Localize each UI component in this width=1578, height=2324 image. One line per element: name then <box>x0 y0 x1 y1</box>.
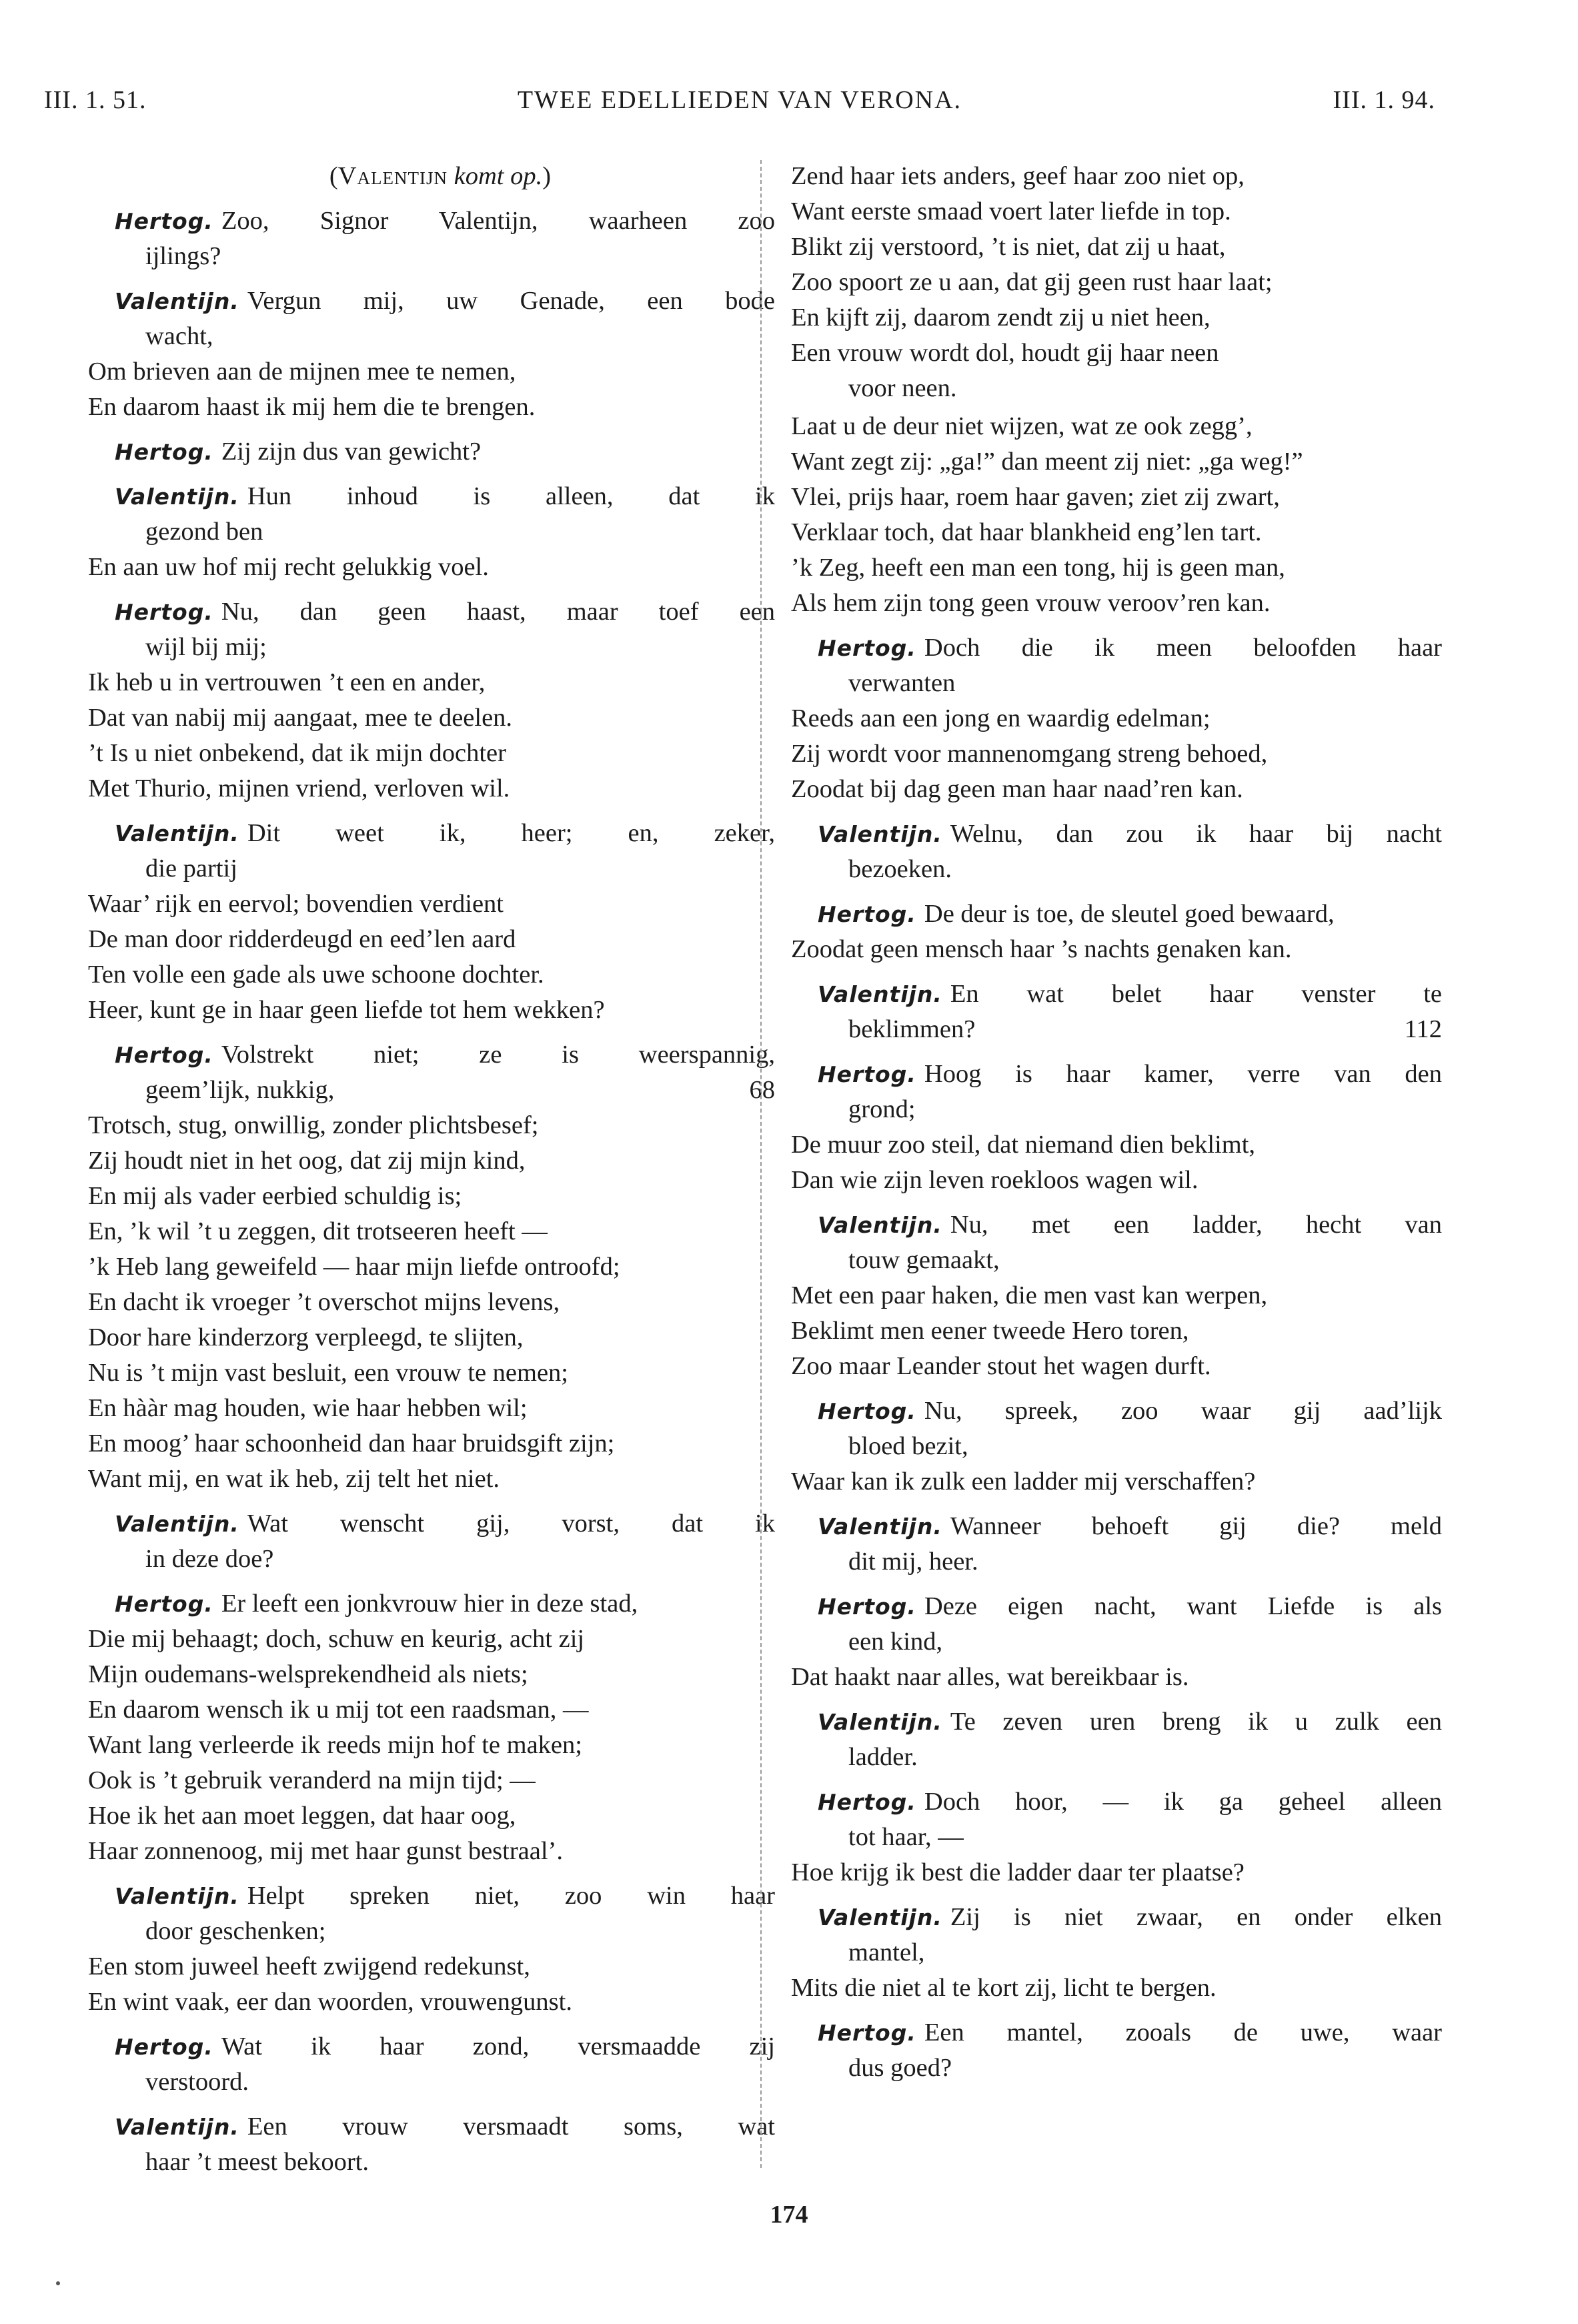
verse-line: Dat van nabij mij aangaat, mee te deelen. <box>88 704 513 732</box>
speech-first-line <box>782 2015 1442 2051</box>
verse-line: Want mij, en wat ik heb, zij telt het niet. <box>88 1465 500 1493</box>
header-title: TWEE EDELLIEDEN VAN VERONA. <box>517 86 962 114</box>
verse-line: Want eerste smaad voert later liefde in top. <box>791 197 1231 225</box>
page-number: 174 <box>770 2201 808 2229</box>
speech-text: dit mij, heer. <box>848 1548 978 1576</box>
speech <box>782 1057 1442 1198</box>
verse-line: ’k Zeg, heeft een man een tong, hij is geen man, <box>791 554 1285 582</box>
speaker-name: Hertog. <box>818 2020 916 2046</box>
speech-text: Nu, dan geen haast, maar toef een <box>221 598 775 626</box>
line-number: 112 <box>1404 1015 1442 1043</box>
speech-first-line <box>79 434 775 470</box>
speech-first-line <box>782 1704 1442 1740</box>
speech-text: Deze eigen nacht, want Liefde is als <box>924 1592 1442 1620</box>
speech <box>782 1207 1442 1384</box>
speaker-name: Valentijn. <box>115 820 239 846</box>
speech <box>79 2109 775 2180</box>
verse-line: Haar zonnenoog, mij met haar gunst bestraal’. <box>88 1837 564 1865</box>
verse-line: En daarom haast ik mij hem die te brengen. <box>88 393 536 421</box>
speech-first-line <box>79 203 775 239</box>
speech <box>782 159 1442 621</box>
speech <box>79 816 775 1028</box>
speech-continuation-line <box>79 2145 775 2180</box>
speech-continuation-line <box>782 1740 1442 1775</box>
verse-line: Hoe krijg ik best die ladder daar ter plaatse? <box>791 1858 1245 1886</box>
speech-text: Een mantel, zooals de uwe, waar <box>924 2018 1442 2047</box>
right-speeches <box>782 159 1442 2086</box>
header-left-reference: III. 1. 51. <box>44 86 147 114</box>
page-speck <box>56 2281 60 2285</box>
verse-line: Reeds aan een jong en waardig edelman; <box>791 704 1211 732</box>
speech-text: grond; <box>848 1095 916 1123</box>
speech-continuation-line <box>782 852 1442 887</box>
stage-direction-name: Valentijn <box>337 162 448 190</box>
speech <box>79 203 775 274</box>
speech-text: bezoeken. <box>848 855 952 883</box>
speech-text: Wat wenscht gij, vorst, dat ik <box>247 1510 775 1538</box>
speech-text: in deze doe? <box>145 1545 274 1573</box>
speech-text: Nu, met een ladder, hecht van <box>950 1211 1442 1239</box>
speech-text: door geschenken; <box>145 1917 326 1945</box>
speech-text: Te zeven uren breng ik u zulk een <box>950 1708 1442 1736</box>
verse-line: Dat haakt naar alles, wat bereikbaar is. <box>791 1663 1189 1691</box>
speaker-name: Hertog. <box>115 439 213 465</box>
verse-line: Waar’ rijk en eervol; bovendien verdient <box>88 890 504 918</box>
verse-line: En dacht ik vroeger ’t overschot mijns levens, <box>88 1288 560 1316</box>
speech <box>782 1509 1442 1580</box>
verse-line: Ten volle een gade als uwe schoone dochter. <box>88 961 544 989</box>
speech-text: Volstrekt niet; ze is weerspannig, <box>221 1041 775 1069</box>
speech-continuation-line <box>79 1073 775 1108</box>
speech-text: Hoog is haar kamer, verre van den <box>924 1060 1442 1088</box>
speech-continuation-line <box>79 239 775 274</box>
speaker-name: Hertog. <box>818 635 916 661</box>
speech <box>782 816 1442 887</box>
verse-line: Beklimt men eener tweede Hero toren, <box>791 1317 1189 1345</box>
speech-first-line <box>79 1037 775 1073</box>
line-number: 68 <box>749 1076 775 1104</box>
speech <box>782 1704 1442 1775</box>
speech-first-line <box>782 1784 1442 1820</box>
speech-text: En wat belet haar venster te <box>950 980 1442 1008</box>
speech-first-line <box>79 479 775 514</box>
speech-continuation-line <box>782 1429 1442 1464</box>
speaker-name: Hertog. <box>818 1398 916 1424</box>
speech-continuation-line <box>79 514 775 550</box>
speech-first-line <box>782 1589 1442 1624</box>
speech-continuation-line <box>79 1914 775 1949</box>
left-column <box>79 159 775 2180</box>
verse-line: Een vrouw wordt dol, houdt gij haar neen <box>791 339 1219 367</box>
speech-continuation-line: voor neen. <box>848 374 957 402</box>
speech-first-line <box>782 1207 1442 1243</box>
verse-line: Zend haar iets anders, geef haar zoo niet op, <box>791 162 1245 190</box>
speech <box>782 1393 1442 1500</box>
speech-continuation-line <box>79 851 775 887</box>
speech <box>79 594 775 806</box>
speech-continuation-line <box>782 1092 1442 1127</box>
verse-line: En hààr mag houden, wie haar hebben wil; <box>88 1394 528 1422</box>
speaker-name: Valentijn. <box>818 1709 942 1735</box>
speech <box>79 1586 775 1869</box>
speech-text: wijl bij mij; <box>145 633 267 661</box>
speaker-name: Hertog. <box>115 1591 213 1617</box>
verse-line: En kijft zij, daarom zendt zij u niet heen, <box>791 304 1211 332</box>
speaker-name: Valentijn. <box>115 288 239 314</box>
speech-text: gezond ben <box>145 518 263 546</box>
verse-line: ’k Heb lang geweifeld — haar mijn liefde ontroofd; <box>88 1253 620 1281</box>
speech <box>782 1784 1442 1890</box>
speech-continuation-line <box>79 630 775 665</box>
verse-line: Laat u de deur niet wijzen, wat ze ook zegg’, <box>791 412 1253 440</box>
speech-continuation-line <box>782 1820 1442 1855</box>
speaker-name: Hertog. <box>818 1061 916 1087</box>
speech-continuation-line <box>782 1544 1442 1580</box>
speech-first-line <box>79 1878 775 1914</box>
speech <box>782 630 1442 807</box>
speech-continuation-line <box>782 666 1442 701</box>
stage-direction: (Valentijn komt op.) <box>329 162 552 190</box>
speech-first-line <box>782 1057 1442 1092</box>
speech-first-line <box>79 2029 775 2065</box>
speaker-name: Hertog. <box>115 208 213 234</box>
speaker-name: Hertog. <box>818 1594 916 1620</box>
speech-text: dus goed? <box>848 2054 952 2082</box>
speech-text: geem’lijk, nukkig, <box>145 1076 335 1104</box>
speech-text: haar ’t meest bekoort. <box>145 2148 369 2176</box>
verse-line: Blikt zij verstoord, ’t is niet, dat zij u haat, <box>791 233 1226 261</box>
speech-text: verstoord. <box>145 2068 249 2096</box>
speaker-name: Valentijn. <box>115 484 239 510</box>
verse-line: Waar kan ik zulk een ladder mij verschaffen? <box>791 1468 1256 1496</box>
speech-first-line <box>782 630 1442 666</box>
speech-continuation-line <box>782 1012 1442 1047</box>
speech-continuation-line <box>782 1935 1442 1970</box>
speech-text: Een vrouw versmaadt soms, wat <box>247 2113 775 2141</box>
verse-line: En aan uw hof mij recht gelukkig voel. <box>88 553 489 581</box>
speech-first-line <box>782 897 1442 932</box>
speaker-name: Hertog. <box>115 1042 213 1068</box>
speech <box>79 479 775 585</box>
speech-first-line <box>782 816 1442 852</box>
speech-continuation-line <box>79 1542 775 1577</box>
speech-first-line <box>79 594 775 630</box>
verse-line: Door hare kinderzorg verpleegd, te slijten, <box>88 1323 524 1351</box>
speaker-name: Hertog. <box>818 1789 916 1815</box>
speech-text: Zij is niet zwaar, en onder elken <box>950 1903 1442 1931</box>
verse-line: Zoodat bij dag geen man haar naad’ren kan. <box>791 775 1243 803</box>
verse-line: Dan wie zijn leven roekloos wagen wil. <box>791 1166 1199 1194</box>
speech-text: Doch hoor, — ik ga geheel alleen <box>924 1788 1442 1816</box>
speech <box>79 1037 775 1497</box>
verse-line: Met Thurio, mijnen vriend, verloven wil. <box>88 774 510 802</box>
speech-text: Hun inhoud is alleen, dat ik <box>247 482 775 510</box>
verse-line: Hoe ik het aan moet leggen, dat haar oog, <box>88 1802 516 1830</box>
speech-text: Er leeft een jonkvrouw hier in deze stad, <box>221 1590 638 1618</box>
speaker-name: Valentijn. <box>818 981 942 1007</box>
speech-first-line <box>782 1393 1442 1429</box>
verse-line: Die mij behaagt; doch, schuw en keurig, acht zij <box>88 1625 585 1653</box>
speech-text: verwanten <box>848 669 956 697</box>
speech-text: tot haar, — <box>848 1823 964 1851</box>
right-column <box>782 159 1442 2086</box>
speech-text: Vergun mij, uw Genade, een bode <box>247 287 775 315</box>
speech <box>782 1589 1442 1695</box>
speech-text: Helpt spreken niet, zoo win haar <box>247 1882 775 1910</box>
speech <box>782 1900 1442 2006</box>
speech-first-line <box>782 977 1442 1012</box>
speech-first-line <box>79 816 775 851</box>
speech-first-line <box>79 283 775 319</box>
speech <box>79 434 775 470</box>
speech-text: Zij zijn dus van gewicht? <box>221 438 482 466</box>
speech-text: bloed bezit, <box>848 1432 968 1460</box>
verse-line: Heer, kunt ge in haar geen liefde tot hem wekken? <box>88 996 605 1024</box>
verse-line: Ook is ’t gebruik veranderd na mijn tijd; — <box>88 1766 536 1794</box>
speaker-name: Hertog. <box>115 2034 213 2060</box>
speech <box>79 283 775 425</box>
speaker-name: Valentijn. <box>818 1904 942 1930</box>
verse-line: Mits die niet al te kort zij, licht te bergen. <box>791 1974 1217 2002</box>
verse-line: Vlei, prijs haar, roem haar gaven; ziet zij zwart, <box>791 483 1280 511</box>
verse-line: Zij wordt voor mannenomgang streng behoed, <box>791 740 1268 768</box>
left-speeches <box>79 203 775 2180</box>
verse-line: Om brieven aan de mijnen mee te nemen, <box>88 358 516 386</box>
speech-text: Doch die ik meen beloofden haar <box>924 634 1442 662</box>
verse-line: Verklaar toch, dat haar blankheid eng’len tart. <box>791 518 1262 546</box>
speech-continuation-line <box>79 319 775 354</box>
speech-text: Nu, spreek, zoo waar gij aad’lijk <box>924 1397 1442 1425</box>
verse-line: Trotsch, stug, onwillig, zonder plichtsbesef; <box>88 1111 539 1139</box>
speech-text: ladder. <box>848 1743 918 1771</box>
speech <box>782 897 1442 967</box>
speech-continuation-line <box>782 1243 1442 1278</box>
speech-first-line <box>782 1900 1442 1935</box>
speech-first-line <box>782 1509 1442 1544</box>
speaker-name: Valentijn. <box>818 1212 942 1238</box>
verse-line: En moog’ haar schoonheid dan haar bruidsgift zijn; <box>88 1429 615 1458</box>
speech <box>79 1878 775 2020</box>
verse-line: Zoodat geen mensch haar ’s nachts genaken kan. <box>791 935 1292 963</box>
speech <box>782 2015 1442 2086</box>
verse-line: Want zegt zij: „ga!” dan meent zij niet: „ga weg!” <box>791 448 1303 476</box>
speech-continuation-line <box>782 2051 1442 2086</box>
speech-text: mantel, <box>848 1938 925 1966</box>
speech <box>782 977 1442 1047</box>
speech-text: De deur is toe, de sleutel goed bewaard, <box>924 900 1335 928</box>
verse-line: En, ’k wil ’t u zeggen, dit trotseeren heeft — <box>88 1217 548 1245</box>
verse-line: Als hem zijn tong geen vrouw veroov’ren kan. <box>791 589 1271 617</box>
speech-text: Welnu, dan zou ik haar bij nacht <box>950 820 1442 848</box>
speech-text: een kind, <box>848 1628 943 1656</box>
verse-line: Een stom juweel heeft zwijgend redekunst, <box>88 1952 530 1980</box>
verse-line: Zij houdt niet in het oog, dat zij mijn kind, <box>88 1147 526 1175</box>
speaker-name: Valentijn. <box>115 1883 239 1909</box>
speech-continuation-line <box>782 1624 1442 1660</box>
column-divider <box>760 160 762 2168</box>
speech-text: beklimmen? <box>848 1015 976 1043</box>
speech-text: ijlings? <box>145 242 221 270</box>
stage-direction-text: komt op. <box>454 162 543 190</box>
header-right-reference: III. 1. 94. <box>1333 86 1435 114</box>
speaker-name: Valentijn. <box>115 1511 239 1537</box>
speech-text: touw gemaakt, <box>848 1246 1000 1274</box>
speech-text: die partij <box>145 854 237 883</box>
verse-line: Met een paar haken, die men vast kan werpen, <box>791 1281 1268 1309</box>
speech-text: Dit weet ik, heer; en, zeker, <box>247 819 775 847</box>
verse-line: ’t Is u niet onbekend, dat ik mijn dochter <box>88 739 506 767</box>
speech-first-line <box>79 2109 775 2145</box>
verse-line: Zoo maar Leander stout het wagen durft. <box>791 1352 1211 1380</box>
speaker-name: Valentijn. <box>818 821 942 847</box>
verse-line: En mij als vader eerbied schuldig is; <box>88 1182 462 1210</box>
speech-text: Wat ik haar zond, versmaadde zij <box>221 2032 775 2061</box>
verse-line: Nu is ’t mijn vast besluit, een vrouw te nemen; <box>88 1359 568 1387</box>
speech <box>79 1506 775 1577</box>
speech-first-line <box>79 1506 775 1542</box>
speech-first-line <box>79 1586 775 1622</box>
speech-text: wacht, <box>145 322 213 350</box>
speaker-name: Hertog. <box>818 901 916 927</box>
verse-line: Ik heb u in vertrouwen ’t een en ander, <box>88 668 486 696</box>
speaker-name: Valentijn. <box>818 1514 942 1540</box>
speech <box>79 2029 775 2100</box>
speech-text: Wanneer behoeft gij die? meld <box>950 1512 1442 1540</box>
running-header <box>44 85 1435 125</box>
speaker-name: Hertog. <box>115 599 213 625</box>
verse-line: Zoo spoort ze u aan, dat gij geen rust haar laat; <box>791 268 1273 296</box>
speaker-name: Valentijn. <box>115 2114 239 2140</box>
verse-line: De man door ridderdeugd en eed’len aard <box>88 925 516 953</box>
speech-text: Zoo, Signor Valentijn, waarheen zoo <box>221 207 775 235</box>
verse-line: De muur zoo steil, dat niemand dien beklimt, <box>791 1131 1256 1159</box>
verse-line: En daarom wensch ik u mij tot een raadsman, — <box>88 1696 589 1724</box>
verse-line: Want lang verleerde ik reeds mijn hof te maken; <box>88 1731 582 1759</box>
verse-line: En wint vaak, eer dan woorden, vrouwengunst. <box>88 1988 572 2016</box>
speech-continuation-line <box>79 2065 775 2100</box>
verse-line: Mijn oudemans-welsprekendheid als niets; <box>88 1660 528 1688</box>
